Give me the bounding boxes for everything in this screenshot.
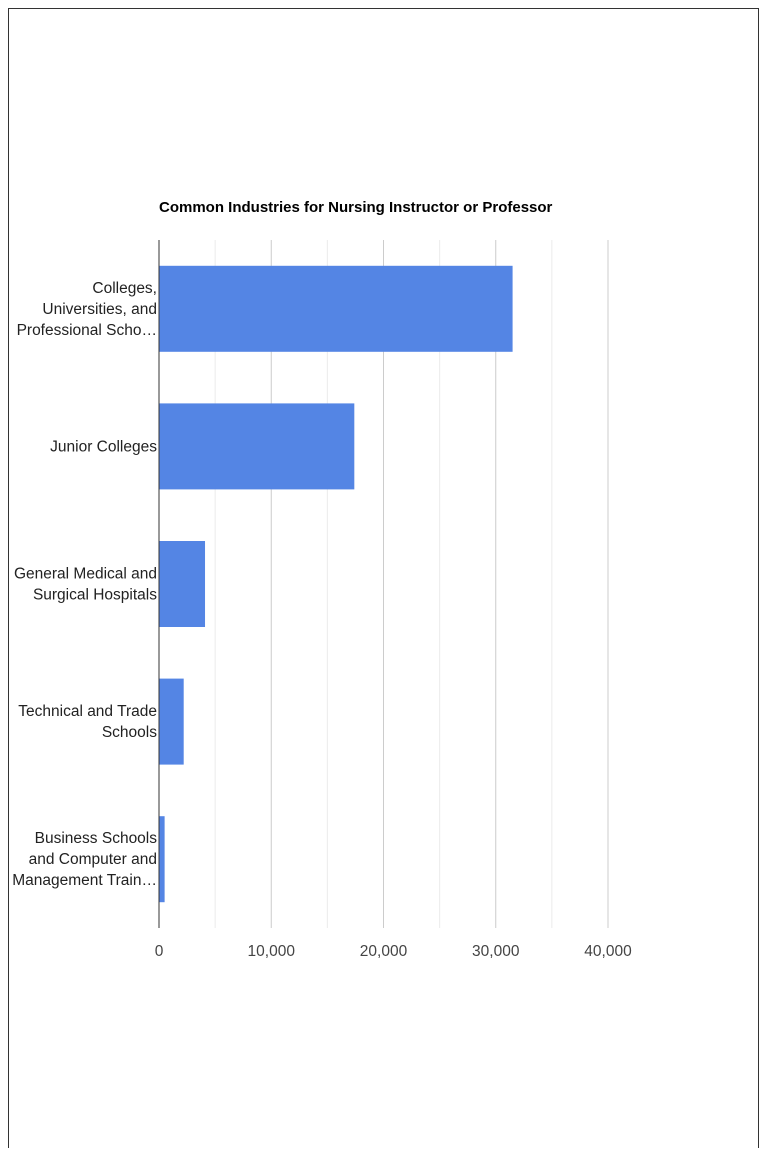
- bar[interactable]: [159, 266, 513, 352]
- x-tick-label: 10,000: [247, 943, 295, 960]
- bar[interactable]: [159, 816, 165, 902]
- category-labels: [12, 280, 157, 889]
- bar[interactable]: [159, 541, 205, 627]
- category-label: Junior Colleges: [50, 438, 157, 456]
- bar[interactable]: [159, 679, 184, 765]
- category-label: General Medical and Surgical Hospitals: [13, 565, 157, 604]
- x-tick-label: 40,000: [584, 943, 632, 960]
- chart-title: Common Industries for Nursing Instructor or Professor: [159, 199, 553, 216]
- bar[interactable]: [159, 403, 354, 489]
- x-tick-label: 0: [154, 943, 164, 960]
- x-tick-label: 30,000: [472, 943, 520, 960]
- category-label: Technical and Trade Schools: [18, 703, 157, 742]
- category-label: Business Schools and Computer and Management Train…: [12, 830, 157, 890]
- x-tick-label: 20,000: [359, 943, 408, 960]
- x-tick-labels: [155, 943, 632, 960]
- category-label: Colleges, Universities, and Professional Scho…: [16, 279, 157, 339]
- bars: [159, 266, 513, 902]
